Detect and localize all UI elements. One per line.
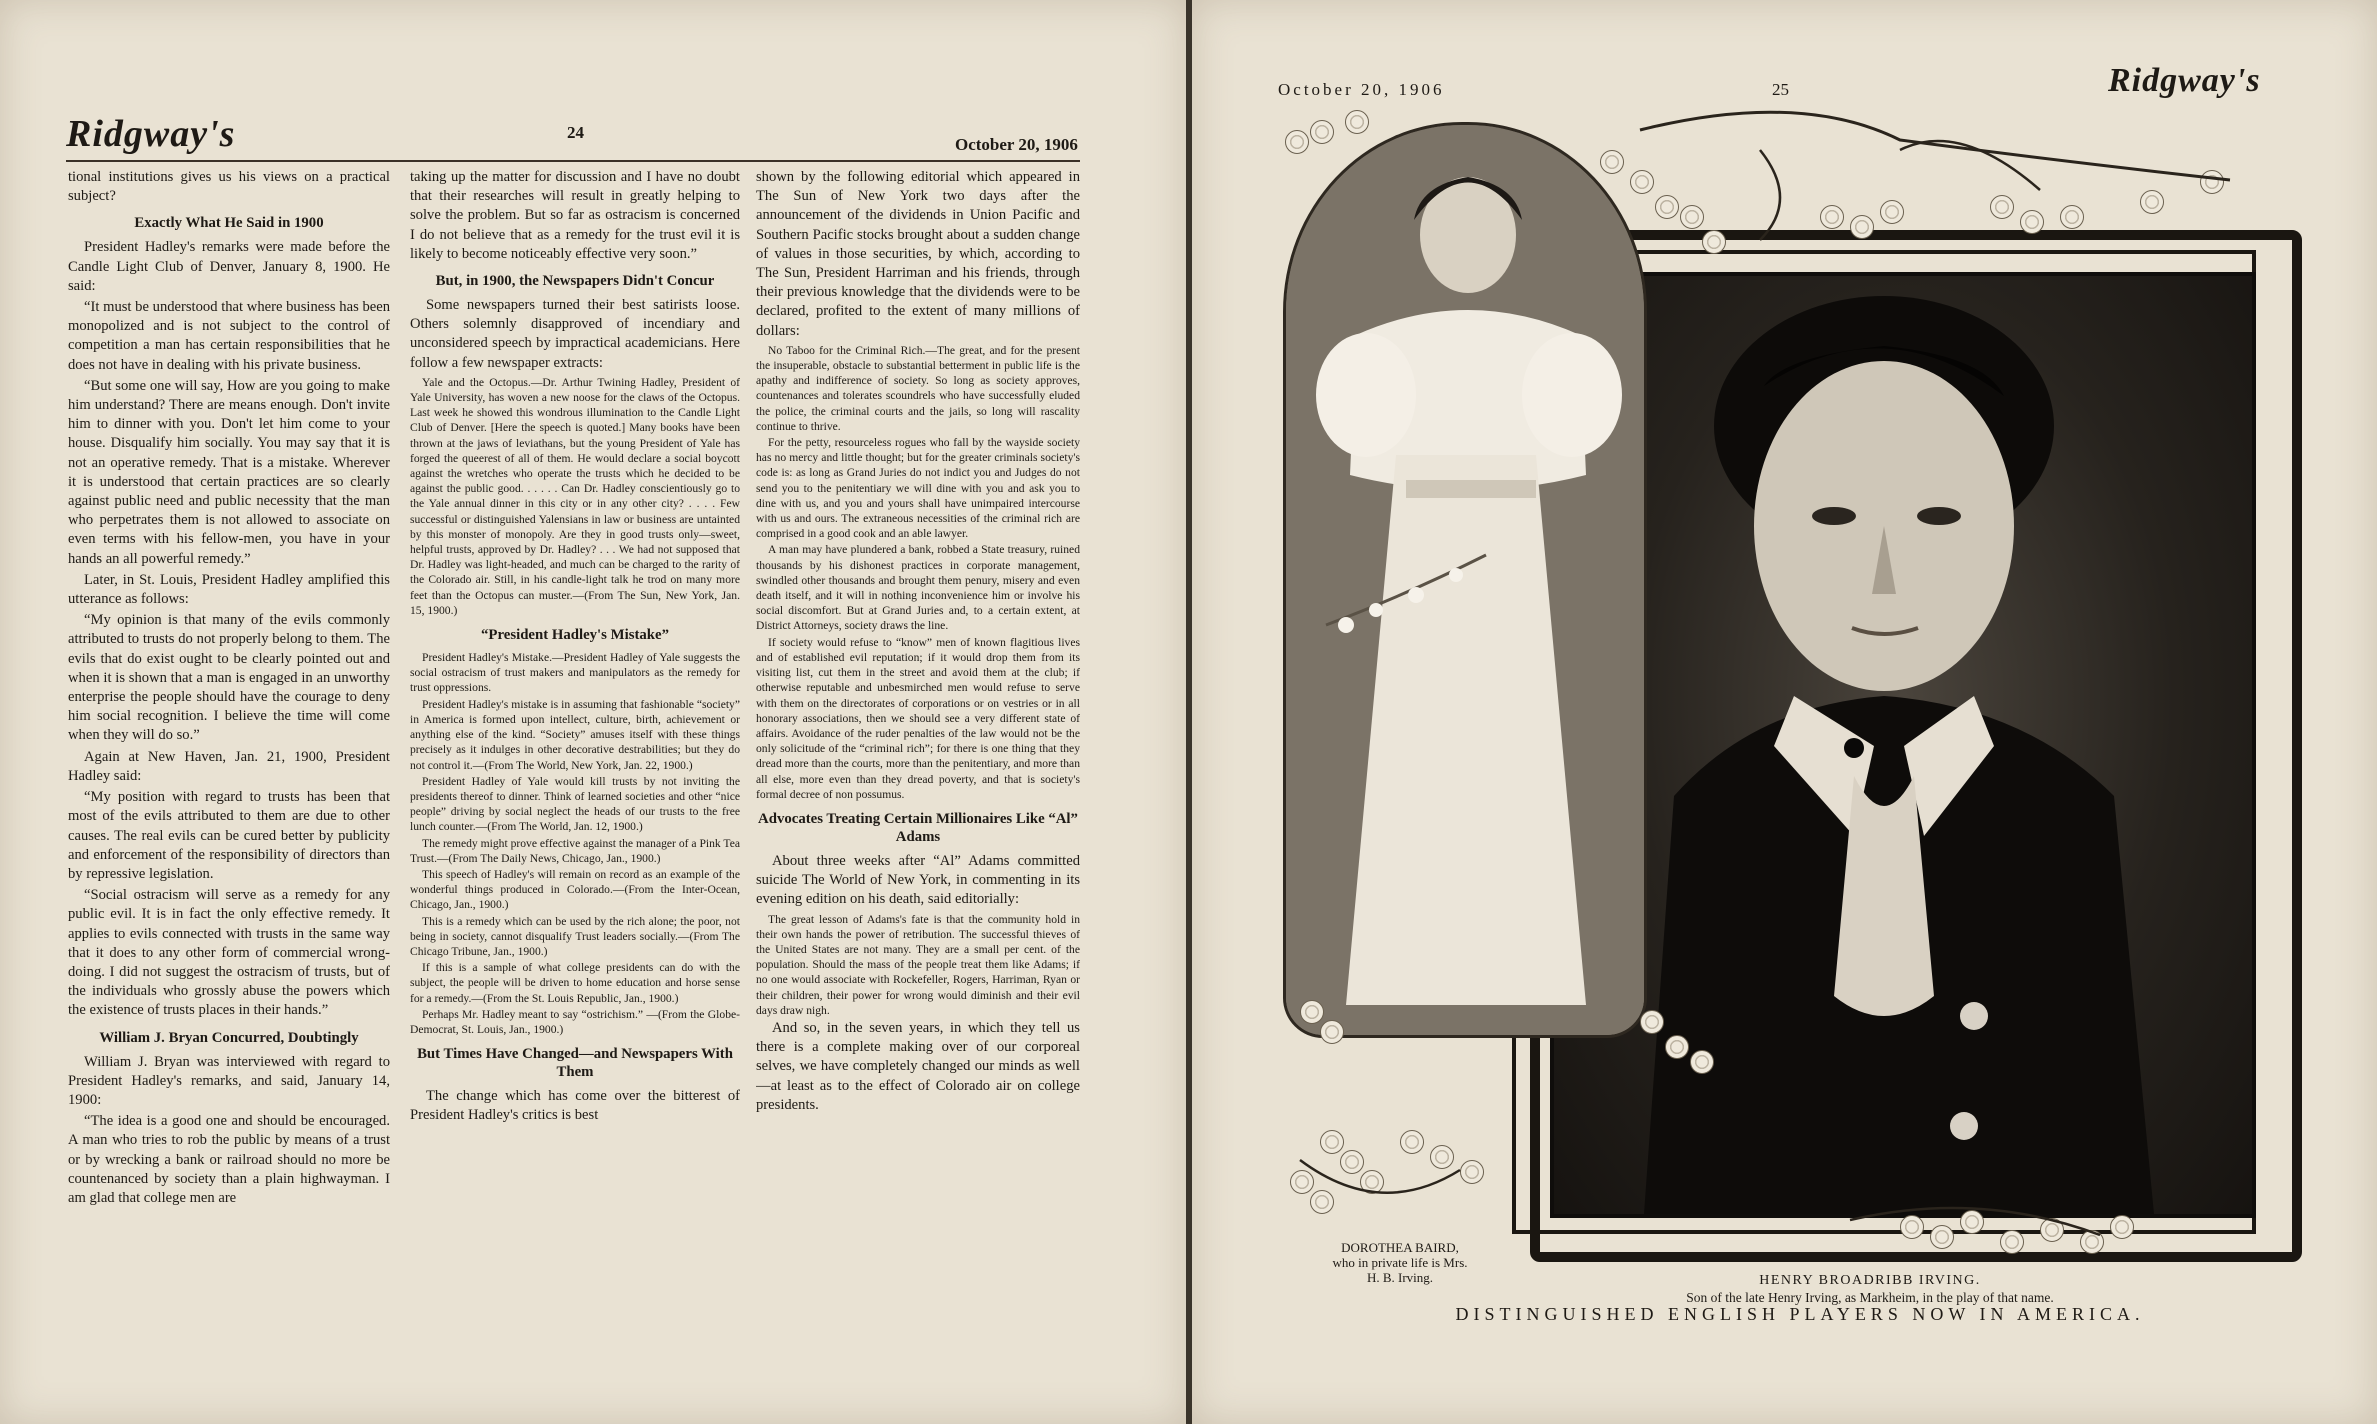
left-page-number: 24 [567, 123, 584, 142]
section-heading: William J. Bryan Concurred, Doubtingly [99, 1029, 359, 1046]
paragraph: And so, in the seven years, in which they tell us there is a complete making over of our corporeal selves, we have completely changed our minds as well—at least as to the effect of Colorado air on college presidents. [756, 1019, 1080, 1113]
paragraph: William J. Bryan was interviewed with regard to President Hadley's remarks, and said, January 14, 1900: [68, 1053, 390, 1108]
quoted-extract: President Hadley of Yale would kill trusts by not inviting the presidents thereof to dinner. Think of learned societies and other “nice people” driving by social neglect the heads of our trusts to the free lunch counter.—(From The World, Jan. 12, 1900.) [410, 774, 740, 834]
caption-henry-irving [1520, 1272, 2220, 1306]
paragraph: “My position with regard to trusts has been that most of the evils attributed to them are due to other causes. The real evils can be cured better by publicity and enforcement of the responsibility of directors than by repressive legislation. [68, 789, 390, 882]
paragraph: “It must be understood that where business has been monopolized and is not subject to the control of competition a man has certain responsibilities that he does not have in dealing with his private business. [68, 299, 390, 373]
right-masthead: Ridgway's [2108, 62, 2261, 99]
section-heading: Advocates Treating Certain Millionaires Like “Al” Adams [758, 810, 1078, 845]
right-page-number: 25 [1772, 80, 1789, 99]
left-page-date: October 20, 1906 [955, 135, 1078, 154]
quoted-extract: The great lesson of Adams's fate is that the community hold in their own hands the power of retribution. The successful thieves of the United States are not many. They are a small per cent. of the population. Should the mass of the people treat them like Adams; if no one would associate with Rockefeller, Rogers, Harriman, Ryan or their children, their power for wrong would diminish and their evil days draw nigh. [756, 912, 1080, 1017]
right-page-date: October 20, 1906 [1278, 80, 1445, 99]
section-heading: But Times Have Changed—and Newspapers With Them [417, 1046, 733, 1081]
quoted-extract: The remedy might prove effective against the manager of a Pink Tea Trust.—(From The Daily News, Chicago, Jan., 1900.) [410, 836, 740, 865]
caption-left-line2: who in private life is Mrs. [1332, 1255, 1468, 1270]
quoted-extract: President Hadley's Mistake.—President Hadley of Yale suggests the social ostracism of trust makers and manipulators as the remedy for trust oppressions. [410, 651, 740, 695]
section-heading: But, in 1900, the Newspapers Didn't Concur [435, 273, 715, 290]
paragraph: shown by the following editorial which appeared in The Sun of New York two days after the announcement of the dividends in Union Pacific and Southern Pacific stocks brought about a sudden change of values in those securities, by which, according to The Sun, President Harriman and his friends, through their previous knowledge that the dividends were to be declared, profited to the extent of many millions of dollars: [756, 169, 1080, 339]
paragraph: “My opinion is that many of the evils commonly attributed to trusts do not properly belong to them. The evils that do exist ought to be clearly pointed out and when it is shown that a man is engaged in an unworthy enterprise the people should have the courage to deny him social recognition. I believe the time will come when they will do so.” [68, 612, 390, 744]
paragraph: The change which has come over the bitterest of President Hadley's critics is best [410, 1088, 740, 1124]
left-masthead: Ridgway's [66, 113, 236, 155]
quoted-extract: If society would refuse to “know” men of known flagitious lives and of established evil reputation; if it would drop them from its visiting list, cut them in the street and avoid them at the club; if otherwise reputable and unbesmirched men would refuse to serve with them on the directorates of corporations or on vestries or in all honorary associations, then we should see a very different state of affairs. Avoidance of the ruder penalties of the law would not be the only solicitude of the “criminal rich”; for there is one thing that they dread more than the courts, more than the penitentiary, and more than all else, more even than they dread poverty, and that is society's formal decree of non possumus. [756, 635, 1080, 801]
paragraph: taking up the matter for discussion and I have no doubt that their researches will result in greatly helping to solve the problem. But so far as ostracism is concerned I do not believe that as a remedy for the trust evil it is likely to become noticeably effective very soon.” [410, 169, 740, 262]
quoted-extract: President Hadley's mistake is in assuming that fashionable “society” in America is formed upon intellect, culture, birth, achievement or anything else of the kind. “Society” amuses itself with these things precisely as it indulges in other decorative destrabilities; but they do not control it.—(From The World, New York, Jan. 22, 1900.) [410, 697, 740, 772]
section-heading: Exactly What He Said in 1900 [134, 215, 324, 232]
quoted-extract: A man may have plundered a bank, robbed a State treasury, ruined thousands by his dishonest practices in corporate management, swindled other thousands and brought them penury, misery and even death itself, and it will in nothing inconvenience him or involve his social discomfort. But at Grand Juries and, to a certain extent, at District Attorneys, society draws the line. [756, 543, 1080, 633]
quoted-extract: For the petty, resourceless rogues who fall by the wayside society has no mercy and little thought; but for the greater criminals society's code is: as long as Grand Juries do not indict you and Judges do not send you to the penitentiary we will dine with you and ask you to dine with us, and you and yours shall have unimpaired intercourse with us and ours. The extraneous necessities of the criminal rich are comprised in a good cook and an able lawyer. [756, 436, 1080, 541]
paragraph: President Hadley's remarks were made before the Candle Light Club of Denver, January 8, 1900. He said: [68, 239, 390, 294]
paragraph: “Social ostracism will serve as a remedy for any public evil. It is in fact the only effective remedy. It applies to evils connected with trusts in the same way that it does to any other form of commercial wrong-doing. I did not suggest the ostracism of trusts, but of the individuals who grossly abuse the powers which the existence of trusts places in their hands.” [68, 887, 390, 1019]
paragraph: Some newspapers turned their best satirists loose. Others solemnly disapproved of incendiary and unconsidered speech by impractical academicians. Here follow a few newspaper extracts: [410, 297, 740, 371]
caption-right-desc: Son of the late Henry Irving, as Markheim, in the play of that name. [1686, 1290, 2054, 1305]
paragraph: About three weeks after “Al” Adams committed suicide The World of New York, in commenting in its evening edition on his death, said editorially: [756, 852, 1080, 908]
quoted-extract: This speech of Hadley's will remain on record as an example of the wonderful things produced in Colorado.—(From the Inter-Ocean, Chicago, Jan., 1900.) [410, 867, 740, 912]
quoted-extract: No Taboo for the Criminal Rich.—The great, and for the present the insuperable, obstacle to substantial betterment in public life is the apathy and indifference of society. So long as society approves, countenances and tolerates scoundrels who have successfully eluded the police, the criminal courts and the jails, so long will rascality continue to thrive. [756, 343, 1080, 433]
quoted-extract: This is a remedy which can be used by the rich alone; the poor, not being in society, cannot disqualify Trust leaders socially.—(From The Chicago Tribune, Jan., 1900.) [410, 914, 740, 958]
paragraph: “The idea is a good one and should be encouraged. A man who tries to rob the public by means of a trust or by wrecking a bank or railroad should no more be countenanced by society than a plain highwayman. I am glad that college men are [68, 1113, 390, 1206]
paragraph: “But some one will say, How are you going to make him understand? There are means enough. Don't invite him to dinner with you. Don't let him come to your house. Disqualify him socially. You may say that it is not an operative remedy. That is a mistake. Wherever it is understood that certain practices are so clearly against public need and public necessity that the man who perpetrates them is not allowed to associate on even terms with his fellow-men, you have in your hands an all powerful remedy.” [68, 377, 390, 567]
page-headline: DISTINGUISHED ENGLISH PLAYERS NOW IN AMERICA. [1455, 1304, 2145, 1324]
caption-left-name: DOROTHEA BAIRD, [1341, 1240, 1459, 1255]
caption-dorothea-baird [1300, 1240, 1500, 1285]
paragraph: tional institutions gives us his views on a practical subject? [68, 169, 390, 205]
caption-left-line3: H. B. Irving. [1366, 1270, 1434, 1285]
caption-right-name: HENRY BROADRIBB IRVING. [1759, 1273, 1981, 1288]
section-heading: “President Hadley's Mistake” [481, 627, 669, 644]
quoted-extract: Yale and the Octopus.—Dr. Arthur Twining Hadley, President of Yale University, has woven a new noose for the claws of the Octopus. Last week he showed this wondrous illumination to the Candle Light Club of Denver. [Here the speech is quoted.] Many books have been thrown at the jaws of leviathans, but the young President of Yale has forged the queerest of all of them. He would declare a social boycott against the wretches who operate the trusts which he decided to be against the public good. . . . . . Can Dr. Hadley conscientiously go to the Yale annual dinner in this city or in any other city? . . . . Few successful or distinguished Yalensians in law or business are untainted by this monster of monopoly. Are they in good trusts only—sweet, helpful trusts, approved by Dr. Hadley? . . . We had not supposed that Dr. Hadley was light-headed, and much can be charged to the rarity of the Colorado air. Still, in his candle-light talk he trod on many more feet than the Octopus can muster.—(From The Sun, New York, Jan. 15, 1900.) [410, 375, 740, 617]
quoted-extract: Perhaps Mr. Hadley meant to say “ostrichism.” —(From the Globe-Democrat, St. Louis, Jan., 1900.) [410, 1007, 740, 1036]
quoted-extract: If this is a sample of what college presidents can do with the subject, the people will be driven to home education and horse sense for a remedy.—(From the St. Louis Republic, Jan., 1900.) [410, 961, 740, 1005]
paragraph: Again at New Haven, Jan. 21, 1900, President Hadley said: [68, 748, 390, 784]
paragraph: Later, in St. Louis, President Hadley amplified this utterance as follows: [68, 571, 390, 608]
